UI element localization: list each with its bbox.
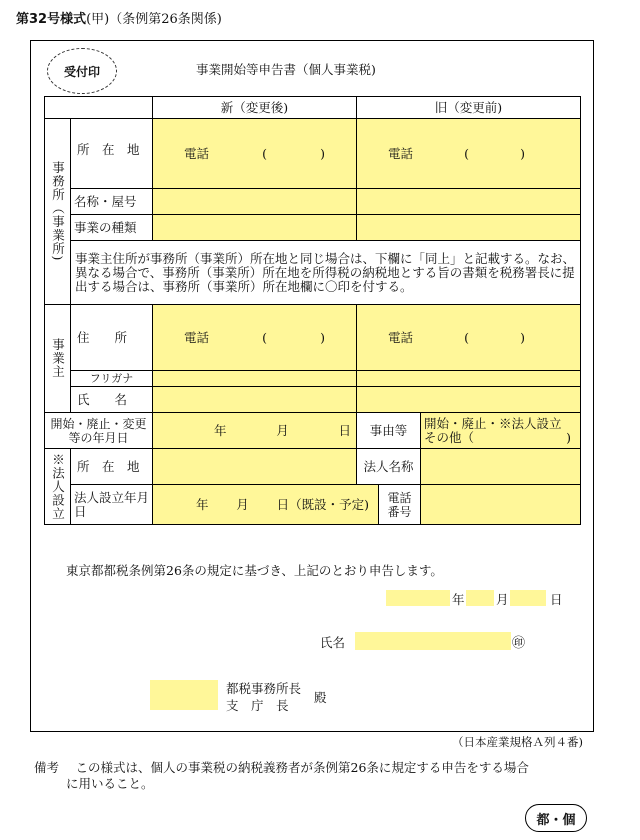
- owner-furigana-new-field[interactable]: [153, 371, 357, 387]
- office-location-new-field[interactable]: [153, 119, 357, 189]
- office-section-label: 事務所（事業所): [45, 119, 71, 305]
- declaration-year-label: 年: [452, 592, 465, 607]
- corp-location-label: 所 在 地: [71, 449, 153, 485]
- honorific: 殿: [314, 690, 327, 705]
- reception-stamp-label: 受付印: [63, 64, 100, 79]
- form-number-suffix: (甲)（条例第26条関係): [86, 12, 222, 27]
- declaration-month-label: 月: [496, 592, 509, 607]
- office-phone-old-paren-close: ): [520, 145, 525, 161]
- reason-options-field[interactable]: [421, 413, 581, 449]
- owner-phone-new-paren-open: (: [262, 329, 267, 345]
- owner-phone-old-paren-close: ): [520, 329, 525, 345]
- office-name-new-field[interactable]: [153, 189, 357, 215]
- branch-head: 支 庁 長: [226, 698, 289, 713]
- header-blank-cell: [45, 97, 153, 119]
- office-name-old-field[interactable]: [357, 189, 581, 215]
- business-type-old-field[interactable]: [357, 215, 581, 241]
- owner-phone-new-paren-close: ): [320, 329, 325, 345]
- change-date-field[interactable]: [153, 413, 357, 449]
- reason-options: 開始・廃止・※法人設立: [424, 415, 562, 431]
- corp-est-year: 年: [196, 496, 209, 512]
- category-badge: 都・個: [525, 804, 587, 832]
- owner-name-old-field[interactable]: [357, 387, 581, 413]
- corp-phone-field[interactable]: [421, 485, 581, 525]
- office-phone-old-paren-open: (: [464, 145, 469, 161]
- reason-other-close: ): [566, 429, 571, 445]
- change-date-label: 開始・廃止・変更等の年月日: [45, 413, 153, 449]
- corp-location-field[interactable]: [153, 449, 357, 485]
- office-location-old-field[interactable]: [357, 119, 581, 189]
- office-phone-new-paren-close: ): [320, 145, 325, 161]
- declaration-text: 東京都都税条例第26条の規定に基づき、上記のとおり申告します。: [66, 563, 443, 578]
- owner-phone-old-label: 電話: [388, 329, 414, 345]
- corp-phone-label: 電話番号: [379, 485, 421, 525]
- declarant-name-field[interactable]: [355, 632, 511, 650]
- owner-phone-new-label: 電話: [184, 329, 210, 345]
- business-type-label: 事業の種類: [71, 215, 153, 241]
- change-date-day: 日: [338, 422, 351, 438]
- furigana-label: フリガナ: [71, 371, 153, 387]
- office-phone-new-paren-open: (: [262, 145, 267, 161]
- declaration-form-table: [44, 96, 581, 525]
- form-number: 第32号様式: [16, 12, 87, 27]
- remarks-line2: に用いること。: [66, 776, 154, 791]
- declaration-day-field[interactable]: [510, 590, 546, 606]
- office-name-addressee-field[interactable]: [150, 680, 218, 710]
- paper-standard: （日本産業規格Ａ列４番): [452, 735, 583, 749]
- owner-address-new-field[interactable]: [153, 305, 357, 371]
- corp-est-date-field[interactable]: [153, 485, 379, 525]
- declaration-year-field[interactable]: [386, 590, 450, 606]
- office-name-label: 名称・屋号: [71, 189, 153, 215]
- remarks-label: 備考: [34, 760, 60, 775]
- owner-furigana-old-field[interactable]: [357, 371, 581, 387]
- addressee-titles: [226, 680, 301, 714]
- office-phone-old-label: 電話: [388, 145, 414, 161]
- owner-phone-old-paren-open: (: [464, 329, 469, 345]
- remarks: [34, 760, 529, 792]
- owner-name-new-field[interactable]: [153, 387, 357, 413]
- office-phone-new-label: 電話: [184, 145, 210, 161]
- office-address-note: 事業主住所が事務所（事業所）所在地と同じ場合は、下欄に「同上」と記載する。なお、異なる場合で、事務所（事業所）所在地を所得税の納税地とする旨の書類を税務署長に提出する場合は、事務所（事業所）所在地欄に〇印を付する。: [71, 241, 581, 305]
- declaration-month-field[interactable]: [466, 590, 494, 606]
- column-header-new: 新（変更後): [153, 97, 357, 119]
- remarks-line1: この様式は、個人の事業税の納税義務者が条例第26条に規定する申告をする場合: [75, 760, 529, 775]
- form-title: 事業開始等申告書（個人事業税): [196, 62, 376, 77]
- declaration-day-label: 日: [550, 592, 563, 607]
- corp-est-month: 月: [236, 496, 249, 512]
- owner-section-label: 事業主: [45, 305, 71, 413]
- change-date-month: 月: [276, 422, 289, 438]
- corp-name-label: 法人名称: [357, 449, 421, 485]
- corp-est-day-suffix: 日（既設・予定): [276, 496, 369, 512]
- corp-est-date-label: 法人設立年月日: [71, 485, 153, 525]
- business-type-new-field[interactable]: [153, 215, 357, 241]
- reason-other: その他（: [424, 429, 475, 445]
- owner-address-old-field[interactable]: [357, 305, 581, 371]
- corp-section-label: ※法人設立: [45, 449, 71, 525]
- change-date-year: 年: [214, 422, 227, 438]
- declarant-name-label: 氏名: [320, 635, 346, 650]
- reception-stamp-area: [47, 48, 117, 94]
- owner-address-label: 住 所: [71, 305, 153, 371]
- office-location-label: 所 在 地: [71, 119, 153, 189]
- form-number-header: [16, 8, 222, 27]
- tax-office-head: 都税事務所長: [226, 681, 302, 696]
- owner-name-label: 氏 名: [71, 387, 153, 413]
- seal-mark: ㊞: [512, 636, 526, 651]
- reason-label: 事由等: [357, 413, 421, 449]
- column-header-old: 旧（変更前): [357, 97, 581, 119]
- corp-name-field[interactable]: [421, 449, 581, 485]
